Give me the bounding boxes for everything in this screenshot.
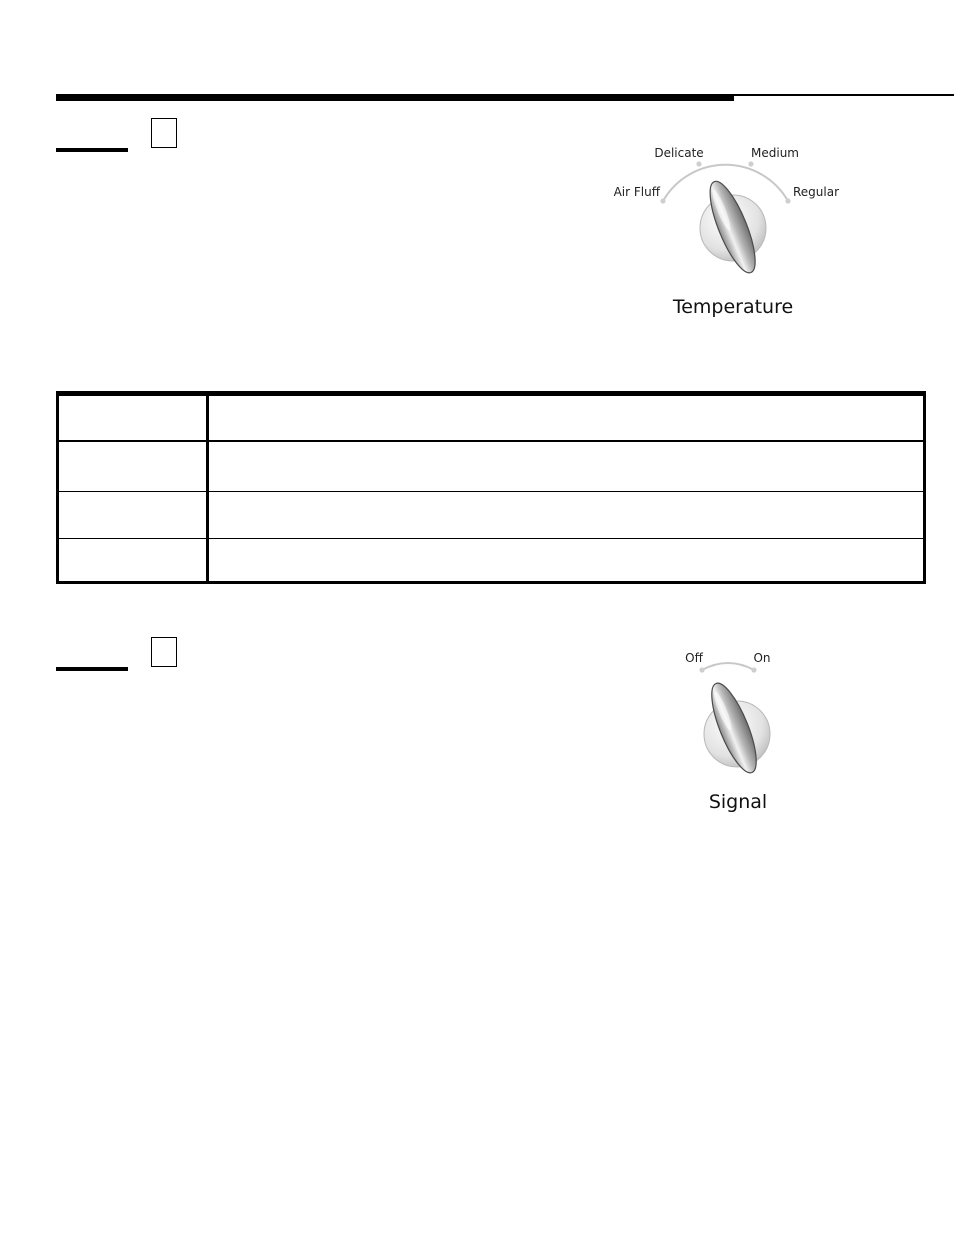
- signal-position-off: Off: [685, 651, 703, 665]
- signal-knob[interactable]: [660, 640, 820, 820]
- settings-table: [56, 391, 926, 584]
- section-number-box-signal: [151, 637, 177, 667]
- table-cell-description: [208, 441, 925, 492]
- temperature-position-air-fluff: Air Fluff: [613, 185, 660, 199]
- table-cell-description: [208, 492, 925, 539]
- table-row: [58, 441, 925, 492]
- temperature-knob[interactable]: [600, 135, 850, 325]
- table-cell-setting: [58, 492, 208, 539]
- header-rule-thick: [56, 94, 734, 101]
- signal-position-on: On: [753, 651, 771, 665]
- section-number-box-temperature: [151, 118, 177, 148]
- table-cell-setting: [58, 394, 208, 441]
- section-bar-signal: [56, 667, 128, 671]
- signal-knob-label: Signal: [708, 791, 768, 813]
- section-bar-temperature: [56, 148, 128, 152]
- temperature-knob-label: Temperature: [672, 296, 794, 318]
- table-cell-description: [208, 539, 925, 583]
- temperature-position-medium: Medium: [751, 146, 799, 160]
- temperature-position-delicate: Delicate: [654, 146, 704, 160]
- header-rule-thin: [734, 94, 954, 96]
- table-cell-setting: [58, 441, 208, 492]
- table-row: [58, 539, 925, 583]
- temperature-position-regular: Regular: [793, 185, 840, 199]
- table-cell-description: [208, 394, 925, 441]
- table-row: [58, 492, 925, 539]
- table-header-row: [58, 394, 925, 441]
- table-cell-setting: [58, 539, 208, 583]
